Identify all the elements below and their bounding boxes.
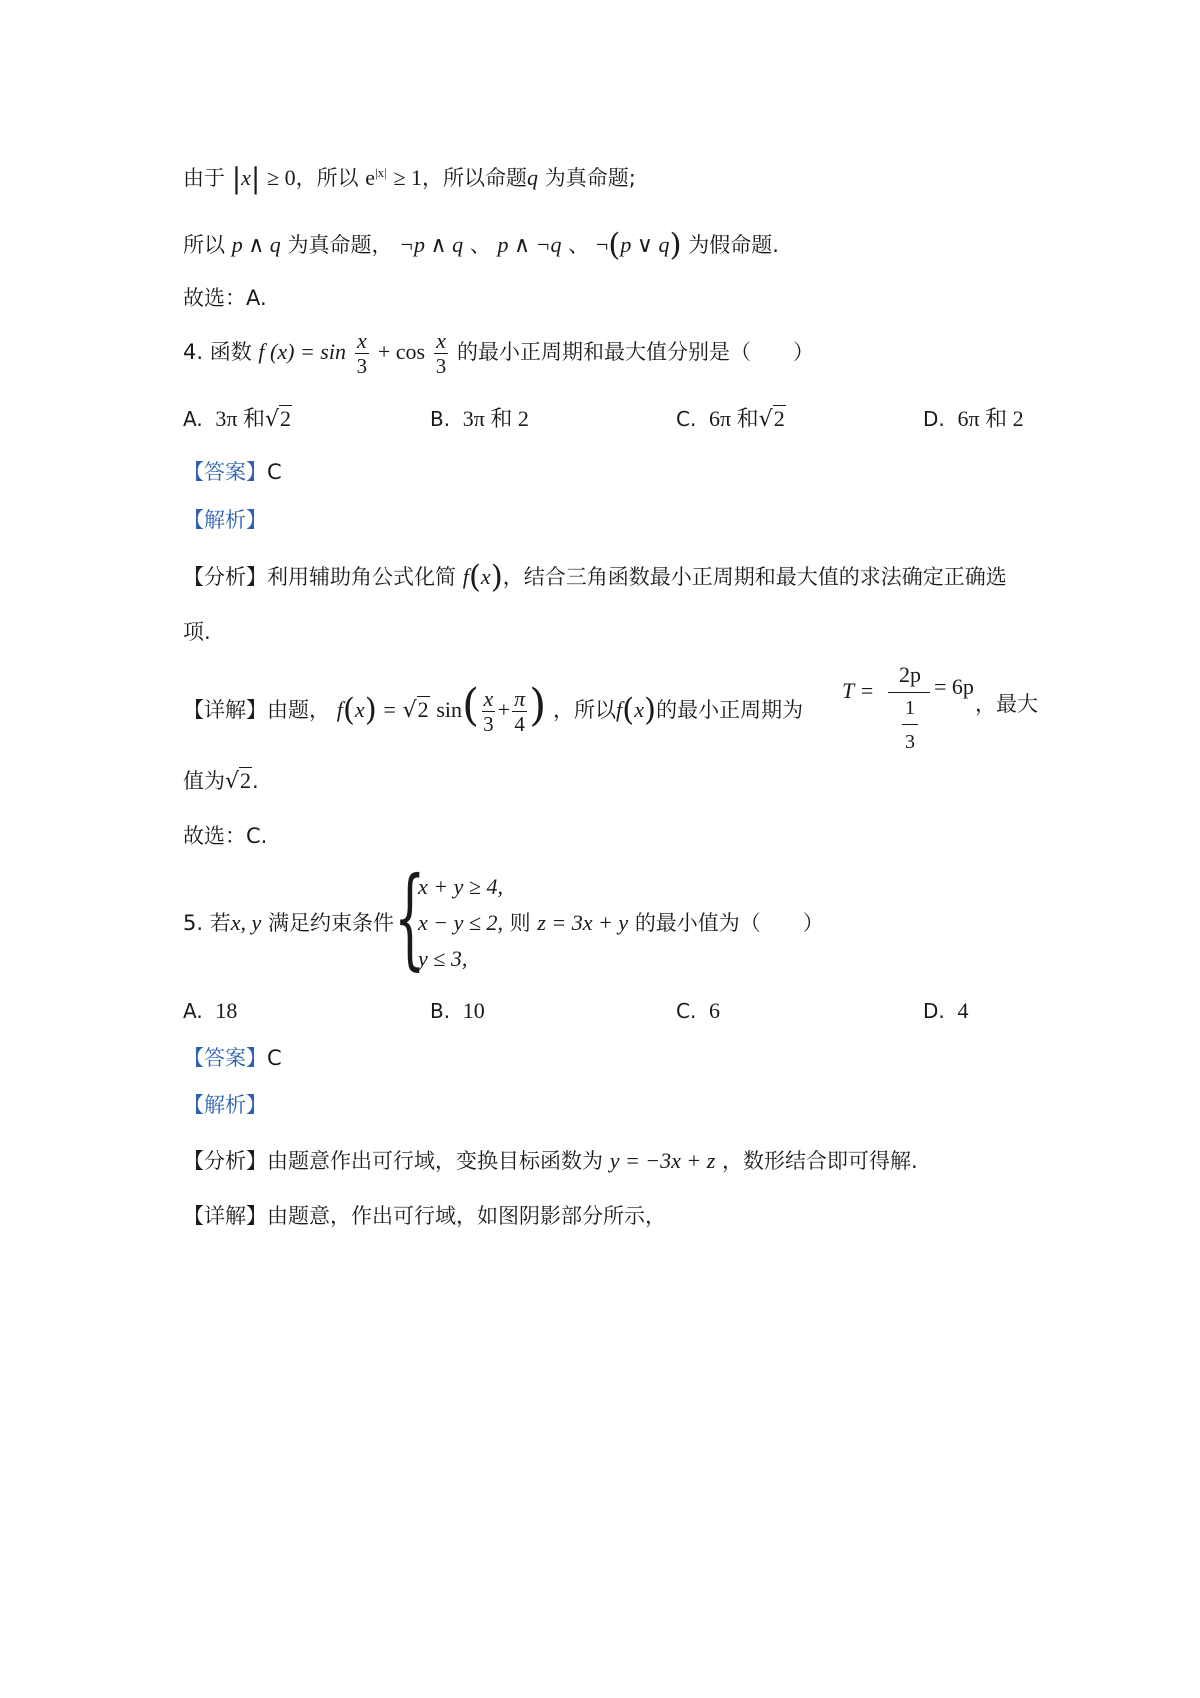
math-expr: p ∨ q [620, 232, 670, 257]
analysis-tag-line: 【解析】 [183, 1093, 267, 1117]
analysis-tag-line: 【解析】 [183, 508, 267, 532]
math-neg: ¬ [595, 232, 609, 257]
answer-tag: 【答案】 [183, 460, 267, 484]
text: 为真命题， [287, 233, 393, 257]
analysis-line: 【分析】利用辅助角公式化简 f(x)，结合三角函数最小正周期和最大值的求法确定正确选 [183, 559, 1007, 595]
option-b: B. 10 [430, 998, 485, 1023]
text: 、 [469, 233, 491, 257]
question-number: 5. [183, 911, 204, 935]
proof-line-2: 所以 p ∧ q 为真命题， ¬p ∧ q 、 p ∧ ¬q 、 ¬(p ∨ q) 为假命题. [183, 227, 779, 263]
choose-line: 故选：C. [183, 824, 268, 848]
answer-value: C [267, 460, 282, 484]
option-a: A. 18 [183, 998, 238, 1023]
question-number: 4. [183, 340, 204, 365]
text: 由于 [183, 166, 225, 190]
math-exponent: |x| [375, 165, 387, 180]
text: ，所以 [295, 166, 359, 190]
text: 所以 [183, 233, 225, 257]
constraint-3: y ≤ 3, [418, 946, 468, 971]
option-c: C. 6 [676, 998, 721, 1023]
choose-line: 故选：A. [183, 286, 267, 310]
fraction: $\frac{\pi}{4}$ [514, 685, 526, 737]
math-expr: ≥ 0 [267, 165, 296, 190]
fraction: $\frac{x}{3}$ [356, 328, 368, 379]
analysis-line: 【分析】由题意作出可行域，变换目标函数为 y = −3x + z ，数形结合即可得解. [183, 1148, 918, 1173]
option-d: D. 6π 和 2 [923, 406, 1024, 431]
math-expr: p ∧ q [231, 232, 281, 257]
math-var: x [241, 165, 251, 190]
option-a: A. 3π 和√2 [183, 406, 292, 432]
solution-line-2: 值为√2. [183, 768, 259, 794]
constraint-brace: { [394, 853, 426, 981]
question-5-stem: 5. 若x, y 满足约束条件 [183, 910, 394, 935]
answer-line [183, 462, 282, 483]
constraint-1: x + y ≥ 4, [418, 874, 503, 899]
option-b: B. 3π 和 2 [430, 406, 529, 431]
section-tag: 【分析】 [183, 565, 267, 589]
math-base: e [365, 165, 376, 190]
fraction: $\frac{x}{3}$ [483, 685, 494, 737]
text: 为假命题. [688, 233, 779, 257]
solution-line: 【详解】由题， f(x) = √2 sin( $\frac{x}{3}$ + $\frac{\pi}{4}$ ) ，所以f(x)的最小正周期为 [183, 680, 804, 737]
option-c: C. 6π 和√2 [676, 406, 785, 432]
question-4-stem [183, 328, 814, 378]
math-expr: + cos [377, 339, 426, 365]
text: 为真命题; [544, 166, 636, 190]
option-d: D. 4 [923, 998, 969, 1023]
analysis-line-2: 项. [183, 620, 211, 644]
section-tag: 【详解】 [183, 698, 267, 722]
text: ，所以命题 [422, 166, 528, 190]
solution-line: 【详解】由题意，作出可行域，如图阴影部分所示， [183, 1204, 666, 1228]
text: 的最小正周期和最大值分别是（ ） [456, 340, 814, 365]
section-tag: 【详解】 [183, 1204, 267, 1228]
math-expr: ≥ 1 [393, 165, 423, 190]
answer-tag: 【答案】 [183, 1046, 267, 1070]
text: 函数 [209, 340, 252, 365]
fraction: $\frac{x}{3}$ [435, 328, 447, 379]
constraint-2: x − y ≤ 2, 则 z = 3x + y 的最小值为（ ） [418, 910, 824, 935]
solution-line-tail: ，最大 [975, 692, 1038, 716]
text: 、 [568, 233, 590, 257]
answer-line [183, 1048, 282, 1069]
proof-line-1: 由于 |x| ≥ 0，所以 $e^{|x|} \ge 1$，所以命题q 为真命题; [183, 162, 636, 195]
math-var: q [527, 165, 539, 190]
math-expr: p ∧ ¬q [497, 232, 562, 257]
math-expr: ¬p ∧ q [399, 232, 464, 257]
math-expr: f (x) = sin [258, 339, 346, 365]
answer-value: C [267, 1046, 282, 1070]
section-tag: 【分析】 [183, 1149, 267, 1173]
